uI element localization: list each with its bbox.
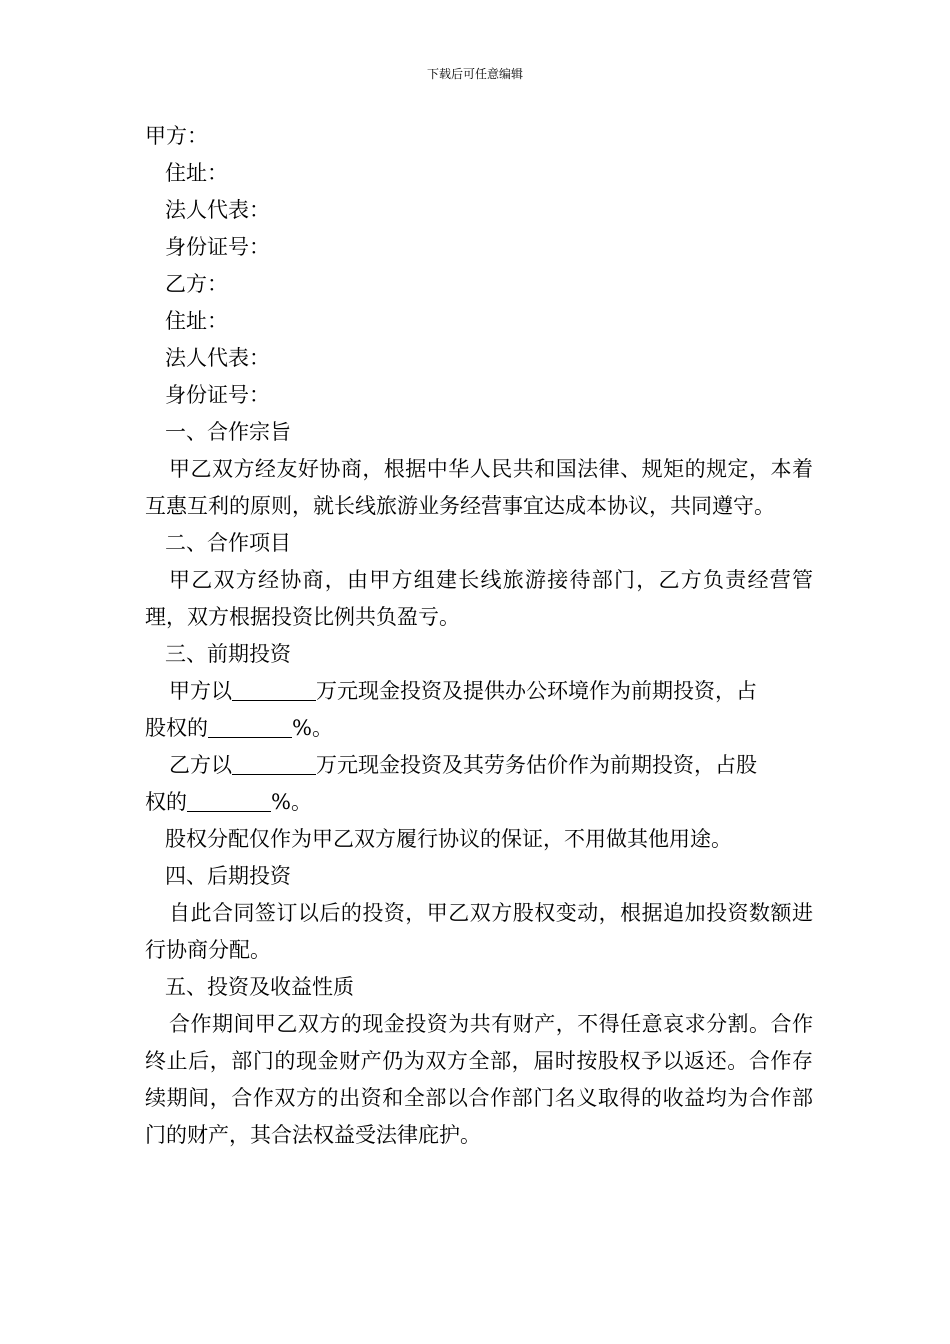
section-5-body: 合作期间甲乙双方的现金投资为共有财产，不得任意哀求分割。合作终止后，部门的现金财产仍为双方全部，届时按股权予以返还。合作存续期间，合作双方的出资和全部以合作部门名义取得的收益均为合作部门的财产，其合法权益受法律庇护。 [145,1012,813,1147]
section-3-title: 三、前期投资 [165,642,291,666]
section-3-party-b-text-1: 乙方以 [169,753,232,777]
party-a-id-label: 身份证号： [165,235,270,259]
party-a-share-blank[interactable] [208,715,292,738]
party-a-address-label: 住址： [165,161,228,185]
party-a-legal-rep-label: 法人代表： [165,198,270,222]
party-b-amount-blank[interactable] [232,752,316,775]
section-3-party-b-text-3: 权的 [145,790,187,814]
section-3-party-b-line-2 [145,784,813,821]
party-b-label: 乙方： [165,272,228,296]
party-b-legal-rep-label: 法人代表： [165,346,270,370]
section-3-party-a-text-2: 万元现金投资及提供办公环境作为前期投资，占 [316,679,757,703]
section-2-title: 二、合作项目 [165,531,291,555]
section-3-party-a-line [145,673,813,710]
section-4-body: 自此合同签订以后的投资，甲乙双方股权变动，根据追加投资数额进行协商分配。 [145,901,813,962]
section-5-title: 五、投资及收益性质 [165,975,354,999]
section-3-party-b-line [145,747,813,784]
party-b-address-label: 住址： [165,309,228,333]
page-header-note: 下载后可任意编辑 [426,67,523,81]
section-4-title: 四、后期投资 [165,864,291,888]
section-3-party-a-line-2 [145,710,813,747]
section-2-body: 甲乙双方经协商，由甲方组建长线旅游接待部门，乙方负责经营管理，双方根据投资比例共负盈亏。 [145,568,813,629]
section-3-party-b-text-2: 万元现金投资及其劳务估价作为前期投资，占股 [316,753,757,777]
party-a-amount-blank[interactable] [232,678,316,701]
section-3-party-b-text-4: %。 [271,790,312,814]
section-3-party-a-text-4: %。 [292,716,333,740]
party-a-label: 甲方： [145,124,208,148]
party-b-id-label: 身份证号： [165,383,270,407]
party-b-share-blank[interactable] [187,789,271,812]
section-3-note: 股权分配仅作为甲乙双方履行协议的保证，不用做其他用途。 [165,827,732,851]
section-1-body: 甲乙双方经友好协商，根据中华人民共和国法律、规矩的规定，本着互惠互利的原则，就长线旅游业务经营事宜达成本协议，共同遵守。 [145,457,813,518]
section-1-title: 一、合作宗旨 [165,420,291,444]
section-3-party-a-text-1: 甲方以 [169,679,232,703]
section-3-party-a-text-3: 股权的 [145,716,208,740]
contract-body [145,118,813,1154]
